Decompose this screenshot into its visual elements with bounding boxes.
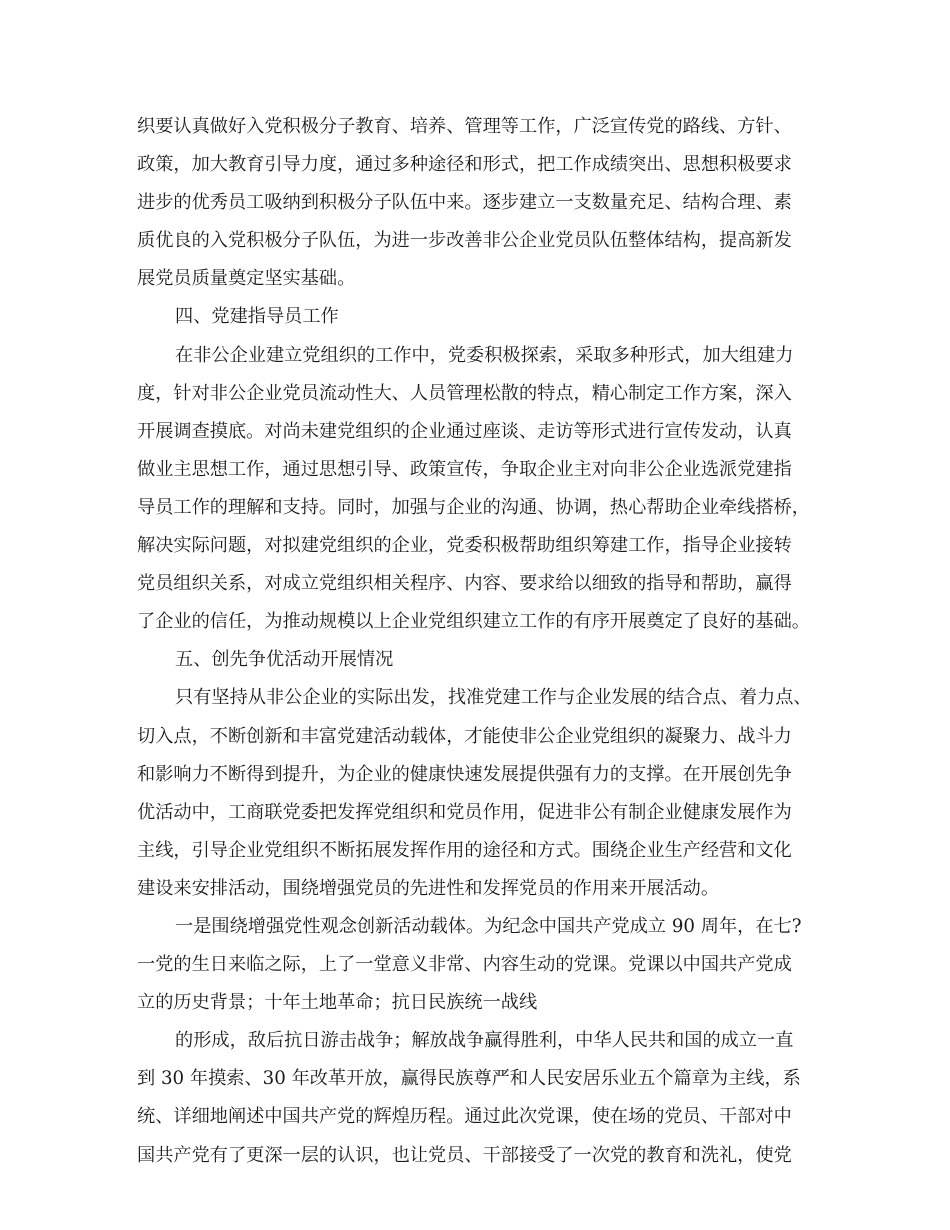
text-line: 展党员质量奠定坚实基础。 bbox=[137, 268, 356, 290]
text-line: 质优良的入党积极分子队伍，为进一步改善非公企业党员队伍整体结构，提高新发 bbox=[137, 230, 792, 252]
text-line: 进步的优秀员工吸纳到积极分子队伍中来。逐步建立一支数量充足、结构合理、素 bbox=[137, 192, 792, 214]
text-line: 开展调查摸底。对尚未建党组织的企业通过座谈、走访等形式进行宣传发动，认真 bbox=[137, 420, 792, 442]
text-line: 建设来安排活动，围绕增强党员的先进性和发挥党员的作用来开展活动。 bbox=[137, 877, 720, 899]
text-line: 切入点，不断创新和丰富党建活动载体，才能使非公企业党组织的凝聚力、战斗力 bbox=[137, 725, 792, 747]
text-line: 在非公企业建立党组织的工作中，党委积极探索，采取多种形式，加大组建力 bbox=[175, 344, 794, 366]
text-line: 优活动中，工商联党委把发挥党组织和党员作用，促进非公有制企业健康发展作为 bbox=[137, 801, 792, 823]
text-line: 统、详细地阐述中国共产党的辉煌历程。通过此次党课，使在场的党员、干部对中 bbox=[137, 1106, 792, 1128]
text-line: 导员工作的理解和支持。同时，加强与企业的沟通、协调，热心帮助企业牵线搭桥， bbox=[137, 496, 810, 518]
text-line: 政策，加大教育引导力度，通过多种途径和形式，把工作成绩突出、思想积极要求 bbox=[137, 154, 792, 176]
text-line: 只有坚持从非公企业的实际出发，找准党建工作与企业发展的结合点、着力点、 bbox=[175, 687, 812, 709]
text-line: 织要认真做好入党积极分子教育、培养、管理等工作，广泛宣传党的路线、方针、 bbox=[137, 116, 792, 137]
text-line: 国共产党有了更深一层的认识，也让党员、干部接受了一次党的教育和洗礼，使党 bbox=[137, 1144, 792, 1166]
text-line: 解决实际问题，对拟建党组织的企业，党委积极帮助组织筹建工作，指导企业接转 bbox=[137, 535, 792, 557]
text-line: 立的历史背景；十年土地革命；抗日民族统一战线 bbox=[137, 992, 538, 1014]
text-line: 的形成，敌后抗日游击战争；解放战争赢得胜利，中华人民共和国的成立一直 bbox=[175, 1030, 794, 1052]
text-line: 五、创先争优活动开展情况 bbox=[175, 649, 394, 671]
text-line: 四、党建指导员工作 bbox=[175, 306, 339, 328]
text-line: 一党的生日来临之际，上了一堂意义非常、内容生动的党课。党课以中国共产党成 bbox=[137, 954, 792, 976]
text-line: 和影响力不断得到提升，为企业的健康快速发展提供强有力的支撑。在开展创先争 bbox=[137, 763, 792, 785]
text-line: 主线，引导企业党组织不断拓展发挥作用的途径和方式。围绕企业生产经营和文化 bbox=[137, 839, 792, 861]
text-line: 到 30 年摸索、30 年改革开放，赢得民族尊严和人民安居乐业五个篇章为主线，系 bbox=[137, 1068, 801, 1090]
text-line: 度，针对非公企业党员流动性大、人员管理松散的特点，精心制定工作方案，深入 bbox=[137, 382, 792, 404]
text-line: 党员组织关系，对成立党组织相关程序、内容、要求给以细致的指导和帮助，赢得 bbox=[137, 573, 792, 595]
text-line: 做业主思想工作，通过思想引导、政策宣传，争取企业主对向非公企业选派党建指 bbox=[137, 458, 792, 480]
text-line: 一是围绕增强党性观念创新活动载体。为纪念中国共产党成立 90 周年，在七? bbox=[175, 915, 802, 937]
document-body bbox=[137, 108, 837, 1175]
text-line: 了企业的信任，为推动规模以上企业党组织建立工作的有序开展奠定了良好的基础。 bbox=[137, 611, 810, 633]
